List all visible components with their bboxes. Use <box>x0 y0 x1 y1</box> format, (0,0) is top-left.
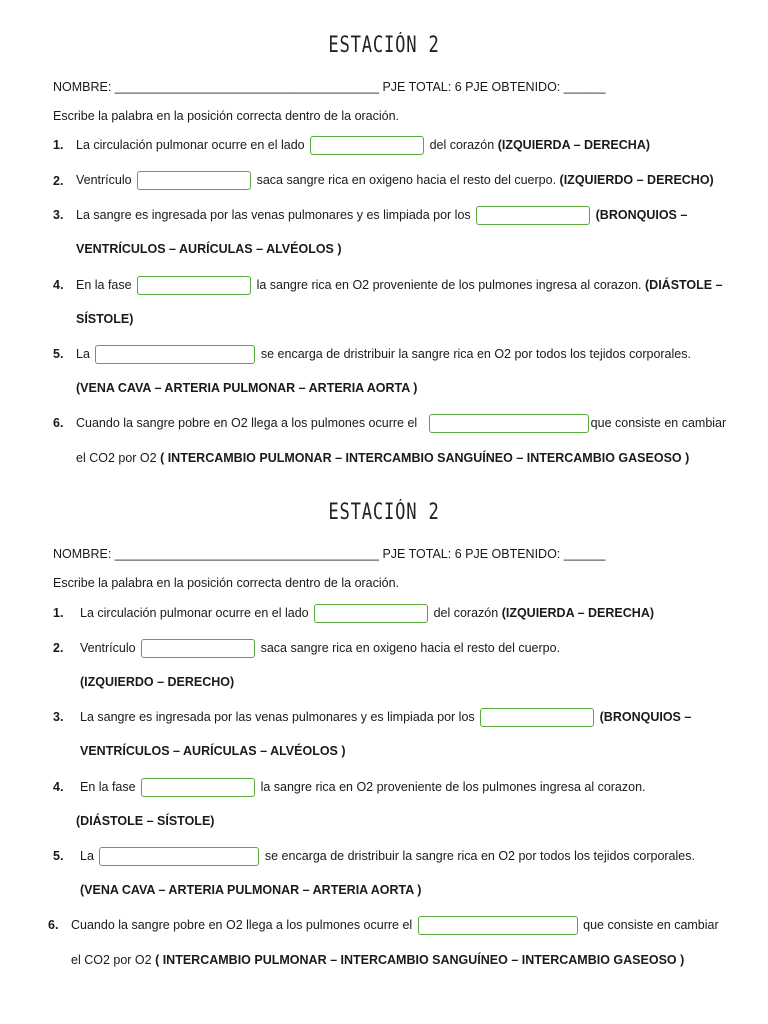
question-6-line2 <box>71 953 684 967</box>
question-text: la sangre rica en O2 proveniente de los pulmones ingresa al corazon. <box>256 277 642 292</box>
question-4 <box>76 276 723 295</box>
question-text: Cuando la sangre pobre en O2 llega a los pulmones ocurre el <box>76 415 418 430</box>
answer-options: (BRONQUIOS – <box>599 709 692 724</box>
question-text: saca sangre rica en oxigeno hacia el resto del cuerpo. <box>256 172 557 187</box>
answer-box[interactable] <box>141 639 255 658</box>
instruction: Escribe la palabra en la posición correcta dentro de la oración. <box>53 109 400 123</box>
question-text: saca sangre rica en oxigeno hacia el resto del cuerpo. <box>260 640 561 655</box>
question-number: 1. <box>53 138 64 152</box>
question-6 <box>71 916 719 935</box>
answer-options: (DIÁSTOLE – <box>645 277 723 292</box>
section-title: ESTACIÓN 2 <box>328 33 440 58</box>
answer-options: (IZQUIERDO – DERECHO) <box>559 172 714 187</box>
question-number: 2. <box>53 174 64 188</box>
question-text: que consiste en cambiar <box>583 917 719 932</box>
question-text: La sangre es ingresada por las venas pulmonares y es limpiada por los <box>80 709 475 724</box>
answer-options: (DIÁSTOLE – SÍSTOLE) <box>76 814 215 828</box>
question-text: la sangre rica en O2 proveniente de los pulmones ingresa al corazon. <box>260 779 646 794</box>
question-number: 1. <box>53 606 64 620</box>
question-text: del corazón <box>429 137 495 152</box>
question-text: La circulación pulmonar ocurre en el lado <box>80 605 309 620</box>
question-number: 5. <box>53 849 64 863</box>
question-text: que consiste en cambiar <box>590 415 727 430</box>
question-1 <box>76 136 650 155</box>
answer-box[interactable] <box>418 916 578 935</box>
section-title: ESTACIÓN 2 <box>328 500 440 525</box>
question-3 <box>76 206 687 225</box>
question-5 <box>76 345 691 364</box>
answer-box[interactable] <box>141 778 255 797</box>
question-text: En la fase <box>80 779 136 794</box>
answer-options: ( INTERCAMBIO PULMONAR – INTERCAMBIO SANGUÍNEO – INTERCAMBIO GASEOSO ) <box>155 953 685 967</box>
answer-box[interactable] <box>480 708 594 727</box>
answer-options: (IZQUIERDA – DERECHA) <box>497 137 651 152</box>
question-text: La circulación pulmonar ocurre en el lado <box>76 137 305 152</box>
question-6 <box>76 414 726 433</box>
answer-options: (IZQUIERDO – DERECHO) <box>80 675 235 689</box>
answer-options: VENTRÍCULOS – AURÍCULAS – ALVÉOLOS ) <box>80 744 346 758</box>
question-text: Ventrículo <box>76 172 132 187</box>
header-line: NOMBRE: ______________________________________ PJE TOTAL: 6 PJE OBTENIDO: ______ <box>53 80 606 94</box>
question-5 <box>80 847 695 866</box>
answer-box[interactable] <box>137 171 251 190</box>
question-6-line2 <box>76 451 689 465</box>
question-text: Cuando la sangre pobre en O2 llega a los pulmones ocurre el <box>71 917 413 932</box>
answer-options: (BRONQUIOS – <box>595 207 688 222</box>
answer-box[interactable] <box>429 414 589 433</box>
question-number: 3. <box>53 710 64 724</box>
question-number: 6. <box>53 416 64 430</box>
answer-box[interactable] <box>95 345 255 364</box>
header-line: NOMBRE: ______________________________________ PJE TOTAL: 6 PJE OBTENIDO: ______ <box>53 547 606 561</box>
question-text: del corazón <box>433 605 499 620</box>
answer-box[interactable] <box>310 136 424 155</box>
question-text: La sangre es ingresada por las venas pulmonares y es limpiada por los <box>76 207 471 222</box>
question-number: 2. <box>53 641 64 655</box>
question-number: 4. <box>53 780 64 794</box>
answer-options: (IZQUIERDA – DERECHA) <box>501 605 655 620</box>
question-1 <box>80 604 654 623</box>
question-text: La <box>80 848 94 863</box>
answer-options: (VENA CAVA – ARTERIA PULMONAR – ARTERIA AORTA ) <box>80 883 422 897</box>
question-text: En la fase <box>76 277 132 292</box>
question-2 <box>76 171 714 190</box>
question-text: el CO2 por O2 <box>71 953 152 967</box>
answer-box[interactable] <box>476 206 590 225</box>
answer-box[interactable] <box>99 847 259 866</box>
question-number: 6. <box>48 918 59 932</box>
question-text: se encarga de dristribuir la sangre rica en O2 por todos los tejidos corporales. <box>260 346 691 361</box>
question-2 <box>80 639 560 658</box>
answer-options: VENTRÍCULOS – AURÍCULAS – ALVÉOLOS ) <box>76 242 342 256</box>
answer-options: ( INTERCAMBIO PULMONAR – INTERCAMBIO SANGUÍNEO – INTERCAMBIO GASEOSO ) <box>160 451 690 465</box>
question-number: 4. <box>53 278 64 292</box>
instruction: Escribe la palabra en la posición correcta dentro de la oración. <box>53 576 400 590</box>
answer-box[interactable] <box>314 604 428 623</box>
question-3 <box>80 708 691 727</box>
question-text: La <box>76 346 90 361</box>
question-number: 3. <box>53 208 64 222</box>
question-text: Ventrículo <box>80 640 136 655</box>
question-text: se encarga de dristribuir la sangre rica en O2 por todos los tejidos corporales. <box>264 848 695 863</box>
question-4 <box>80 778 646 797</box>
question-text: el CO2 por O2 <box>76 451 157 465</box>
answer-options: SÍSTOLE) <box>76 312 134 326</box>
question-number: 5. <box>53 347 64 361</box>
answer-options: (VENA CAVA – ARTERIA PULMONAR – ARTERIA AORTA ) <box>76 381 418 395</box>
answer-box[interactable] <box>137 276 251 295</box>
